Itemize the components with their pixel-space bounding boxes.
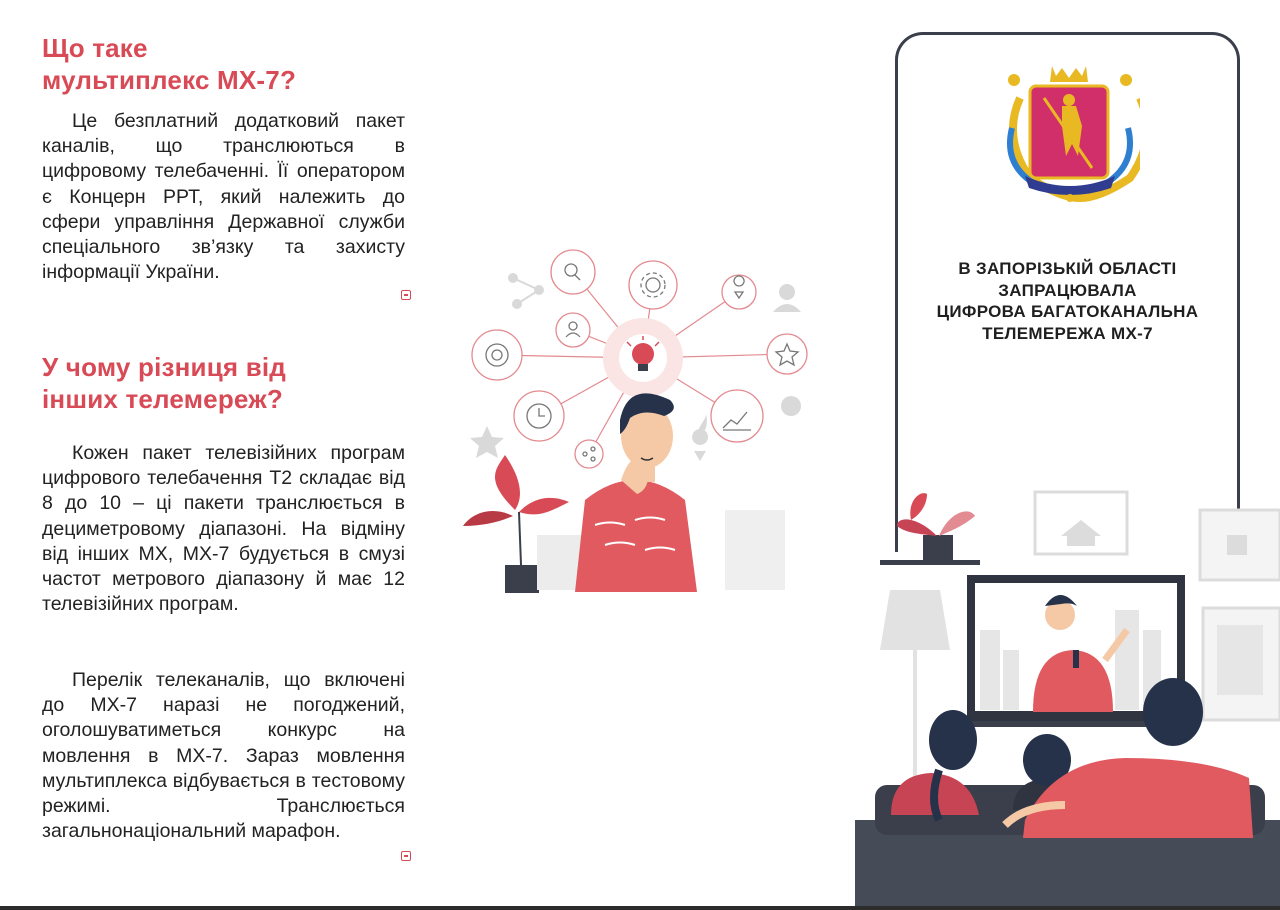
section1-title-line1: Що таке [42,33,148,63]
headline-line2: ЗАПРАЦЮВАЛА [998,280,1137,300]
section2-text1: Кожен пакет телевізійних програм цифрового телебачення Т2 складає від 8 до 10 – ці пакети транслюється в дециметровому діапазоні. На відміну від інших МХ, МХ-7 будується в смузі частот метрового діапазону й має 12 телевізійних програм. [42,442,405,616]
panel-headline [905,258,1230,344]
headline-line3: ЦИФРОВА БАГАТОКАНАЛЬНА [936,302,1199,321]
note-icon [401,851,411,861]
section1-title [42,32,296,96]
gear-icon [629,261,677,309]
share-icon [575,440,603,468]
star-icon [767,334,807,374]
section1-text: Це безплатний додатковий пакет каналів, що транслюються в цифровому телебаченні. Її оператором є Концерн РРТ, який належить до сфери управління Державної служби спеціального зв’язку та захисту інформації України. [42,110,405,284]
chart-icon [711,390,763,442]
section2-title [42,351,286,415]
section2-paragraph1 [42,441,405,617]
thinking-man-illustration [455,240,825,610]
coat-of-arms [1000,58,1140,203]
section2-text2: Перелік телеканалів, що включені до МХ-7 наразі не погоджений, оголошуватиметься конкурс на мовлення в МХ-7. Зараз мовлення мультиплекса відбувається в тестовому режимі. Транслюється загальнонаціональний марафон. [42,669,405,843]
target-icon [472,330,522,380]
headline-line4: ТЕЛЕМЕРЕЖА МХ-7 [982,323,1153,343]
section2-title-line1: У чому різниця від [42,352,287,382]
search-icon [551,250,595,294]
family-watching-tv-illustration [855,480,1280,910]
section2-title-line2: інших телемереж? [42,384,283,414]
page-bottom-border [0,906,1280,910]
section1-paragraph [42,109,405,285]
headline-line1: В ЗАПОРІЗЬКІЙ ОБЛАСТІ [958,259,1177,278]
note-icon [401,290,411,300]
section1-title-line2: мультиплекс МХ-7? [42,65,297,95]
section2-paragraph2 [42,668,405,844]
